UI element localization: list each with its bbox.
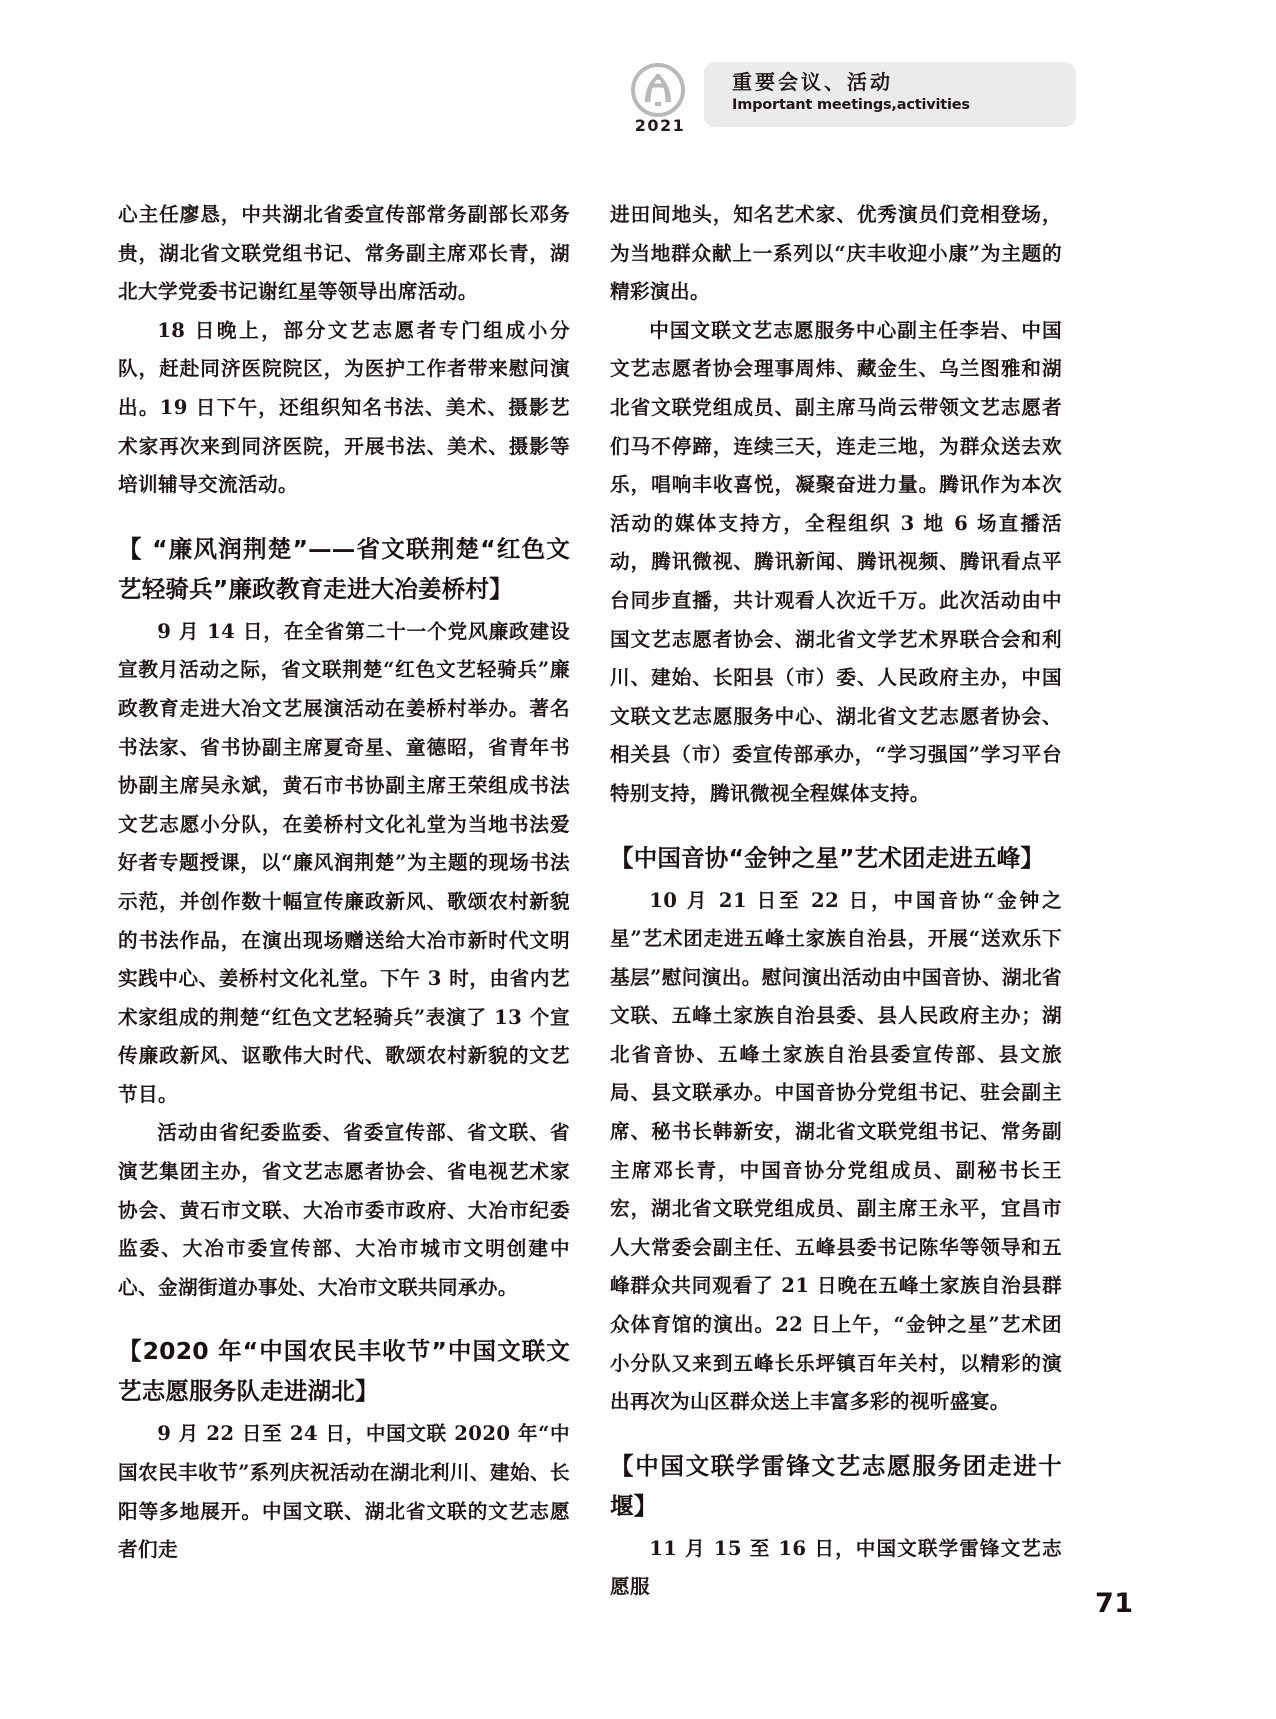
body-paragraph: 10 月 21 日至 22 日，中国音协“金钟之星”艺术团走进五峰土家族自治县，开展“送欢乐下基层”慰问演出。慰问演出活动由中国音协、湖北省文联、五峰土家族自治县委、县人民政府主办；湖北省音协、五峰土家族自治县委宣传部、县文旅局、县文联承办。中国音协分党组书记、驻会副主席、秘书长韩新安，湖北省文联党组书记、常务副主席邓长青，中国音协分党组成员、副秘书长王宏，湖北省文联党组成员、副主席王永平，宜昌市人大常委会副主任、五峰县委书记陈华等领导和五峰群众共同观看了 21 日晚在五峰土家族自治县群众体育馆的演出。22 日上午，“金钟之星”艺术团小分队又来到五峰长乐坪镇百年关村，以精彩的演出再次为山区群众送上丰富多彩的视听盛宴。	[610, 888, 1062, 1414]
heading-spacer	[118, 1307, 570, 1331]
section-heading: 【中国音协“金钟之星”艺术团走进五峰】	[610, 843, 1045, 872]
header-title-en: Important meetings,activities	[732, 97, 970, 113]
logo-year-label: 2021	[634, 116, 686, 135]
page-number: 71	[1095, 1588, 1134, 1619]
header-inner	[624, 62, 1076, 150]
body-paragraph: 活动由省纪委监委、省委宣传部、省文联、省演艺集团主办，省文艺志愿者协会、省电视艺术家协会、黄石市文联、大冶市委市政府、大冶市纪委监委、大冶市委宣传部、大冶市城市文明创建中心、金湖街道办事处、大冶市文联共同承办。	[118, 1121, 570, 1299]
heading-spacer	[610, 814, 1062, 838]
archway-circle-logo-icon	[630, 62, 686, 118]
body-paragraph: 18 日晚上，部分文艺志愿者专门组成小分队，赶赴同济医院院区，为医护工作者带来慰问演出。19 日下午，还组织知名书法、美术、摄影艺术家再次来到同济医院，开展书法、美术、摄影等培训辅导交流活动。	[118, 318, 570, 497]
body-paragraph: 中国文联文艺志愿服务中心副主任李岩、中国文艺志愿者协会理事周炜、藏金生、乌兰图雅和湖北省文联党组成员、副主席马尚云带领文艺志愿者们马不停蹄，连续三天，连走三地，为群众送去欢乐，唱响丰收喜悦，凝聚奋进力量。腾讯作为本次活动的媒体支持方，全程组织 3 地 6 场直播活动，腾讯微视、腾讯新闻、腾讯视频、腾讯看点平台同步直播，共计观看人次近千万。此次活动由中国文艺志愿者协会、湖北省文学艺术界联合会和利川、建始、长阳县（市）委、人民政府主办，中国文联文艺志愿服务中心、湖北省文艺志愿者协会、相关县（市）委宣传部承办，“学习强国”学习平台特别支持，腾讯微视全程媒体支持。	[610, 318, 1062, 805]
heading-spacer	[118, 505, 570, 529]
body-paragraph: 心主任廖恳，中共湖北省委宣传部常务副部长邓务贵，湖北省文联党组书记、常务副主席邓长青，湖北大学党委书记谢红星等领导出席活动。	[118, 203, 570, 304]
body-paragraph: 进田间地头，知名艺术家、优秀演员们竞相登场，为当地群众献上一系列以“庆丰收迎小康”为主题的精彩演出。	[610, 203, 1062, 304]
header-title-cn: 重要会议、活动	[732, 70, 893, 94]
right-text-column	[610, 196, 1062, 1607]
heading-spacer	[610, 1422, 1062, 1446]
body-paragraph: 9 月 22 日至 24 日，中国文联 2020 年“中国农民丰收节”系列庆祝活动在湖北利川、建始、长阳等多地展开。中国文联、湖北省文联的文艺志愿者们走	[118, 1422, 570, 1562]
left-text-column	[118, 196, 570, 1570]
section-heading: 【 “廉风润荆楚”——省文联荆楚“红色文艺轻骑兵”廉政教育走进大冶姜桥村】	[118, 534, 570, 603]
page-header	[0, 62, 1276, 152]
body-paragraph: 11 月 15 至 16 日，中国文联学雷锋文艺志愿服	[610, 1536, 1062, 1599]
body-paragraph: 9 月 14 日，在全省第二十一个党风廉政建设宣教月活动之际，省文联荆楚“红色文艺轻骑兵”廉政教育走进大冶文艺展演活动在姜桥村举办。著名书法家、省书协副主席夏奇星、童德昭，省青年书协副主席吴永斌，黄石市书协副主席王荣组成书法文艺志愿小分队，在姜桥村文化礼堂为当地书法爱好者专题授课，以“廉风润荆楚”为主题的现场书法示范，并创作数十幅宣传廉政新风、歌颂农村新貌的书法作品，在演出现场赠送给大冶市新时代文明实践中心、姜桥村文化礼堂。下午 3 时，由省内艺术家组成的荆楚“红色文艺轻骑兵”表演了 13 个宣传廉政新风、讴歌伟大时代、歌颂农村新貌的文艺节目。	[118, 619, 570, 1106]
section-heading: 【中国文联学雷锋文艺志愿服务团走进十堰】	[610, 1451, 1062, 1520]
publication-logo	[624, 62, 696, 150]
section-heading: 【2020 年“中国农民丰收节”中国文联文艺志愿服务队走进湖北】	[118, 1337, 570, 1406]
header-banner	[704, 62, 1076, 127]
